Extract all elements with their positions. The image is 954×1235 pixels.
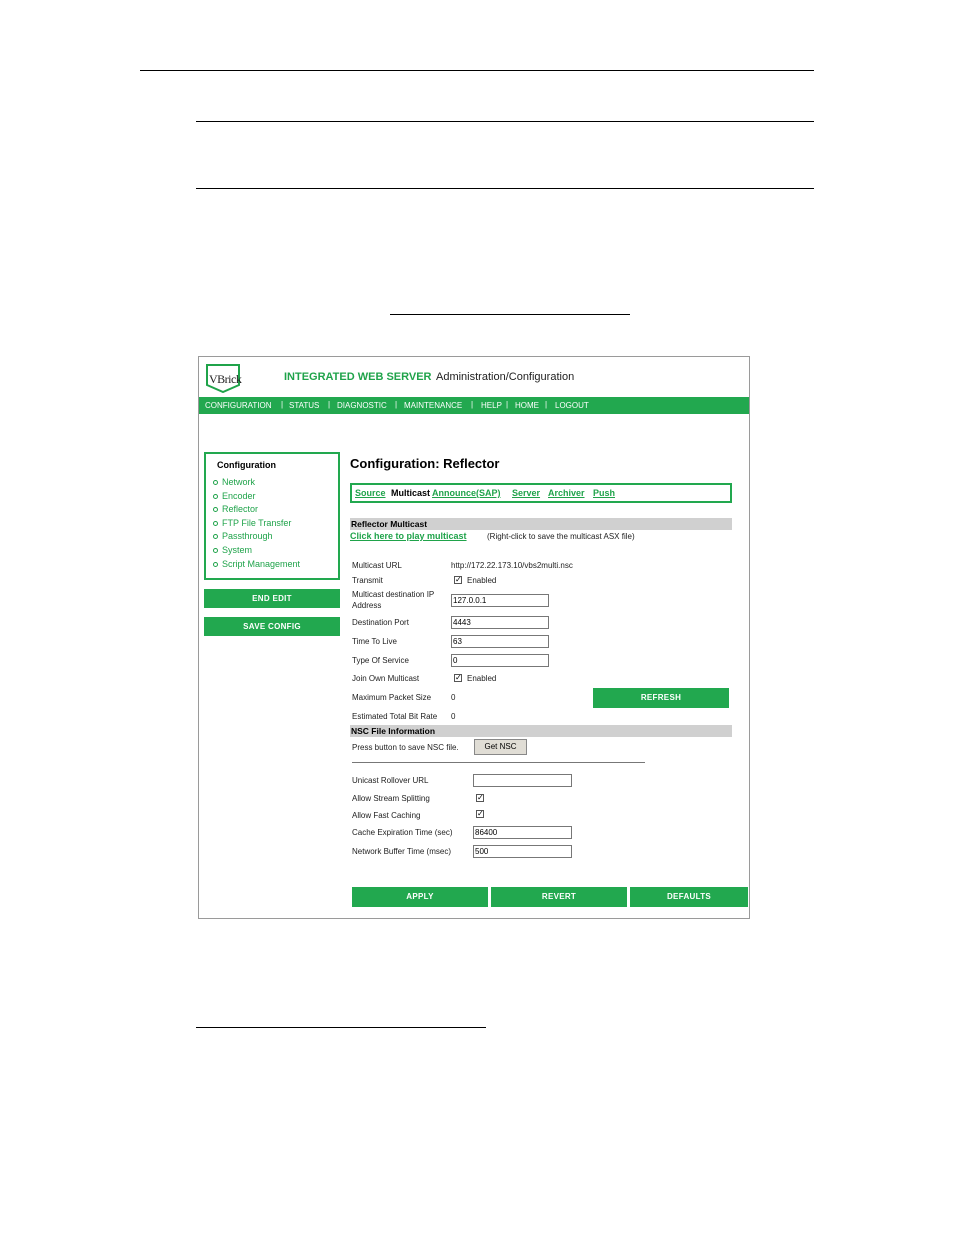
- sidebar-item-label: Network: [222, 477, 256, 487]
- tab-push[interactable]: Push: [593, 488, 616, 498]
- unicast-rollover-label: Unicast Rollover URL: [352, 776, 429, 785]
- sidebar-title: Configuration: [217, 460, 276, 470]
- nsc-divider: [352, 762, 645, 763]
- config-tab-bar: [350, 483, 732, 503]
- nav-configuration[interactable]: CONFIGURATION: [205, 401, 272, 410]
- nav-status[interactable]: STATUS: [289, 401, 320, 410]
- join-own-multicast-label: Join Own Multicast: [352, 674, 420, 683]
- nav-separator: |: [506, 400, 509, 409]
- dest-port-input[interactable]: 4443: [451, 616, 549, 629]
- play-multicast-note: (Right-click to save the multicast ASX file): [487, 532, 635, 541]
- bullet-icon: [213, 534, 218, 539]
- sidebar-item-reflector[interactable]: [213, 504, 258, 514]
- sidebar-item-label: Encoder: [222, 491, 256, 501]
- ttl-label: Time To Live: [352, 637, 397, 646]
- unicast-rollover-input[interactable]: [473, 774, 572, 787]
- logo-text: VBrick: [209, 372, 242, 386]
- dest-ip-label-line1: Multicast destination IP: [352, 590, 435, 599]
- get-nsc-button[interactable]: Get NSC: [474, 739, 527, 755]
- tab-server[interactable]: Server: [512, 488, 541, 498]
- sidebar-item-script-management[interactable]: [213, 559, 300, 569]
- play-multicast-link[interactable]: [350, 531, 467, 541]
- section-title: Reflector Multicast: [351, 519, 428, 529]
- nav-separator: |: [395, 400, 398, 409]
- bitrate-label: Estimated Total Bit Rate: [352, 712, 438, 721]
- join-enabled-label: Enabled: [467, 674, 497, 683]
- caption-underline: [390, 314, 630, 315]
- tab-archiver[interactable]: Archiver: [548, 488, 585, 498]
- bullet-icon: [213, 521, 218, 526]
- dest-port-label: Destination Port: [352, 618, 409, 627]
- transmit-enabled-label: Enabled: [467, 576, 497, 585]
- app-subtitle: Administration/Configuration: [436, 371, 575, 383]
- sidebar-item-label: FTP File Transfer: [222, 518, 292, 528]
- apply-button[interactable]: APPLY: [352, 887, 488, 907]
- allow-stream-splitting-label: Allow Stream Splitting: [352, 794, 430, 803]
- nav-separator: |: [281, 400, 284, 409]
- dest-ip-label-line2: Address: [352, 601, 382, 610]
- press-save-nsc-text: Press button to save NSC file.: [352, 743, 459, 752]
- sidebar-item-encoder[interactable]: [213, 491, 256, 501]
- end-edit-button[interactable]: END EDIT: [204, 589, 340, 608]
- tos-input[interactable]: 0: [451, 654, 549, 667]
- nav-separator: |: [545, 400, 548, 409]
- page-title: Configuration: Reflector: [350, 456, 500, 471]
- reflector-multicast-header: [350, 518, 732, 530]
- allow-stream-splitting-checkbox[interactable]: ✓: [477, 793, 484, 802]
- note-bottom-rule: [196, 188, 814, 189]
- nav-logout[interactable]: LOGOUT: [555, 401, 589, 410]
- sidebar-item-label: System: [222, 545, 253, 555]
- nav-diagnostic[interactable]: DIAGNOSTIC: [337, 401, 387, 410]
- section-title: NSC File Information: [351, 726, 436, 736]
- defaults-button[interactable]: DEFAULTS: [630, 887, 748, 907]
- multicast-url-value: http://172.22.173.10/vbs2multi.nsc: [451, 561, 573, 570]
- sidebar-item-system[interactable]: [213, 545, 252, 555]
- refresh-button[interactable]: REFRESH: [593, 688, 729, 708]
- dest-ip-input[interactable]: 127.0.0.1: [451, 594, 549, 607]
- sidebar-item-label: Passthrough: [222, 531, 273, 541]
- nav-separator: |: [471, 400, 474, 409]
- footnote-rule: [196, 1027, 486, 1028]
- max-packet-size-label: Maximum Packet Size: [352, 693, 432, 702]
- network-buffer-input[interactable]: 500: [473, 845, 572, 858]
- allow-fast-caching-label: Allow Fast Caching: [352, 811, 421, 820]
- play-multicast-link-text[interactable]: Click here to play multicast: [350, 531, 467, 541]
- sidebar-item-passthrough[interactable]: [213, 531, 273, 541]
- app-title: INTEGRATED WEB SERVER: [284, 371, 432, 383]
- reflector-config-screenshot: [198, 356, 750, 919]
- tab-announce-sap[interactable]: Announce(SAP): [432, 488, 501, 498]
- bullet-icon: [213, 562, 218, 567]
- nav-maintenance[interactable]: MAINTENANCE: [404, 401, 463, 410]
- sidebar-item-label: Reflector: [222, 504, 259, 514]
- sidebar-menu: [204, 452, 340, 580]
- bullet-icon: [213, 480, 218, 485]
- tab-multicast: Multicast: [391, 488, 431, 498]
- revert-button[interactable]: REVERT: [491, 887, 627, 907]
- multicast-url-label: Multicast URL: [352, 561, 402, 570]
- nav-separator: |: [328, 400, 331, 409]
- join-own-multicast-checkbox[interactable]: ✓: [455, 673, 462, 682]
- cache-expiration-input[interactable]: 86400: [473, 826, 572, 839]
- transmit-label: Transmit: [352, 576, 383, 585]
- max-packet-size-value: 0: [451, 693, 456, 702]
- network-buffer-label: Network Buffer Time (msec): [352, 847, 451, 856]
- nav-home[interactable]: HOME: [515, 401, 539, 410]
- bullet-icon: [213, 548, 218, 553]
- bitrate-value: 0: [451, 712, 456, 721]
- sidebar-item-ftp-file-transfer[interactable]: [213, 518, 291, 528]
- save-config-button[interactable]: SAVE CONFIG: [204, 617, 340, 636]
- bullet-icon: [213, 507, 218, 512]
- ttl-input[interactable]: 63: [451, 635, 549, 648]
- top-nav-bar: [199, 397, 749, 414]
- nav-help[interactable]: HELP: [481, 401, 502, 410]
- tos-label: Type Of Service: [352, 656, 409, 665]
- sidebar-item-label: Script Management: [222, 559, 301, 569]
- cache-expiration-label: Cache Expiration Time (sec): [352, 828, 453, 837]
- bullet-icon: [213, 494, 218, 499]
- nsc-file-information-header: [350, 725, 732, 737]
- allow-fast-caching-checkbox[interactable]: ✓: [477, 809, 484, 818]
- page-header-rule: [140, 70, 814, 71]
- sidebar-item-network[interactable]: [213, 477, 255, 487]
- tab-source[interactable]: Source: [355, 488, 386, 498]
- note-top-rule: [196, 121, 814, 122]
- transmit-checkbox[interactable]: ✓: [455, 575, 462, 584]
